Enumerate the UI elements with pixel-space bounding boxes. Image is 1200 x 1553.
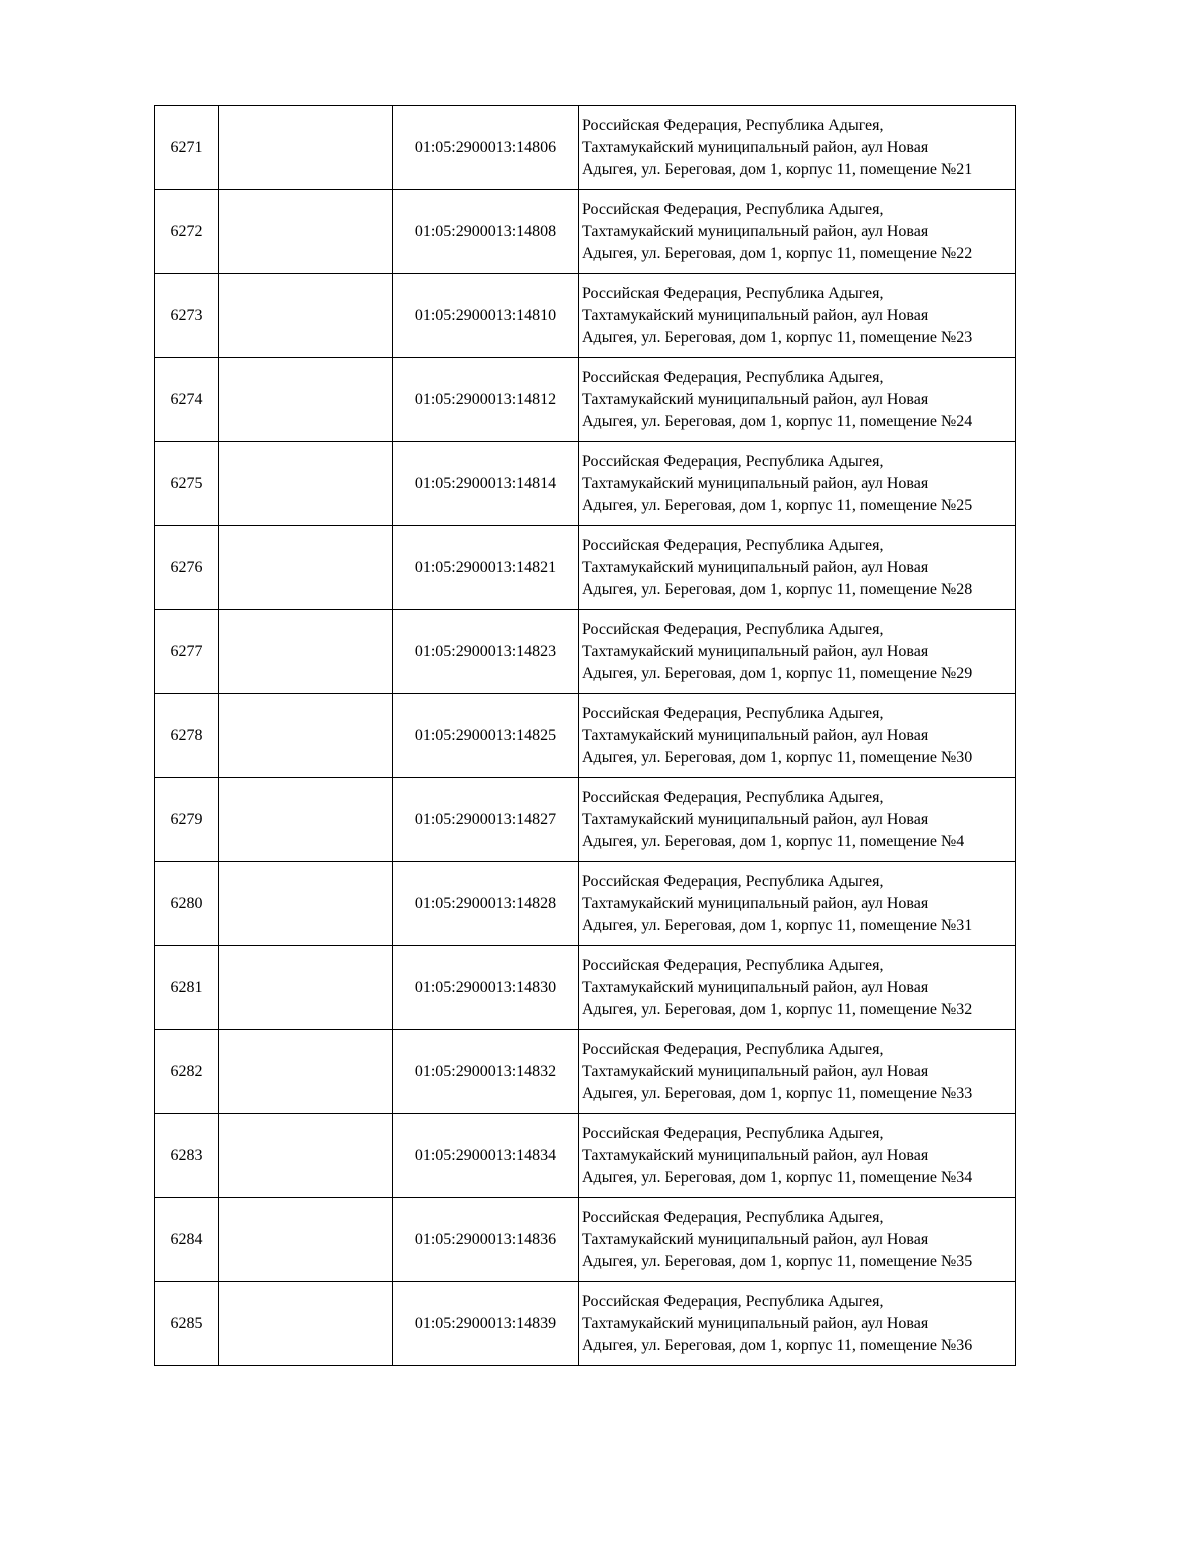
address-line: Российская Федерация, Республика Адыгея, [582,116,884,134]
empty-cell [219,778,393,862]
address-line: Адыгея, ул. Береговая, дом 1, корпус 11, помещение №35 [582,1252,973,1270]
address-line: Российская Федерация, Республика Адыгея, [582,200,884,218]
address-line: Тахтамукайский муниципальный район, аул Новая [582,390,929,408]
address-line: Адыгея, ул. Береговая, дом 1, корпус 11, помещение №24 [582,412,973,430]
row-number-cell: 6271 [155,106,219,190]
cadastral-number-cell: 01:05:2900013:14827 [393,778,579,862]
address-line: Тахтамукайский муниципальный район, аул Новая [582,810,929,828]
address-line: Адыгея, ул. Береговая, дом 1, корпус 11, помещение №23 [582,328,973,346]
cadastral-number-cell: 01:05:2900013:14812 [393,358,579,442]
row-number-cell: 6272 [155,190,219,274]
address-line: Тахтамукайский муниципальный район, аул Новая [582,1314,929,1332]
address-line: Тахтамукайский муниципальный район, аул Новая [582,642,929,660]
cadastral-number-cell: 01:05:2900013:14830 [393,946,579,1030]
address-line: Адыгея, ул. Береговая, дом 1, корпус 11, помещение №22 [582,244,973,262]
table-row [155,358,1016,442]
address-line: Тахтамукайский муниципальный район, аул Новая [582,1146,929,1164]
table-row [155,1114,1016,1198]
address-line: Тахтамукайский муниципальный район, аул Новая [582,726,929,744]
address-cell [579,190,1016,274]
address-cell [579,442,1016,526]
row-number-cell: 6277 [155,610,219,694]
cadastral-number-cell: 01:05:2900013:14806 [393,106,579,190]
empty-cell [219,694,393,778]
row-number-cell: 6280 [155,862,219,946]
address-line: Российская Федерация, Республика Адыгея, [582,956,884,974]
address-line: Российская Федерация, Республика Адыгея, [582,536,884,554]
registry-table-body [155,106,1016,1366]
empty-cell [219,946,393,1030]
empty-cell [219,1114,393,1198]
address-line: Тахтамукайский муниципальный район, аул Новая [582,1062,929,1080]
address-line: Адыгея, ул. Береговая, дом 1, корпус 11, помещение №4 [582,832,965,850]
address-cell [579,1282,1016,1366]
address-line: Российская Федерация, Республика Адыгея, [582,704,884,722]
row-number-cell: 6278 [155,694,219,778]
row-number-cell: 6276 [155,526,219,610]
address-line: Российская Федерация, Республика Адыгея, [582,1292,884,1310]
cadastral-number-cell: 01:05:2900013:14821 [393,526,579,610]
row-number-cell: 6282 [155,1030,219,1114]
address-line: Адыгея, ул. Береговая, дом 1, корпус 11, помещение №21 [582,160,973,178]
address-cell [579,610,1016,694]
address-line: Адыгея, ул. Береговая, дом 1, корпус 11, помещение №28 [582,580,973,598]
address-line: Адыгея, ул. Береговая, дом 1, корпус 11, помещение №33 [582,1084,973,1102]
address-line: Тахтамукайский муниципальный район, аул Новая [582,306,929,324]
address-line: Российская Федерация, Республика Адыгея, [582,620,884,638]
address-cell [579,694,1016,778]
address-cell [579,862,1016,946]
address-line: Российская Федерация, Республика Адыгея, [582,872,884,890]
address-line: Адыгея, ул. Береговая, дом 1, корпус 11, помещение №34 [582,1168,973,1186]
row-number-cell: 6284 [155,1198,219,1282]
table-row [155,190,1016,274]
address-line: Российская Федерация, Республика Адыгея, [582,1208,884,1226]
table-row [155,274,1016,358]
table-row [155,862,1016,946]
address-line: Российская Федерация, Республика Адыгея, [582,452,884,470]
empty-cell [219,274,393,358]
empty-cell [219,1282,393,1366]
cadastral-number-cell: 01:05:2900013:14836 [393,1198,579,1282]
address-cell [579,946,1016,1030]
address-line: Российская Федерация, Республика Адыгея, [582,1040,884,1058]
cadastral-number-cell: 01:05:2900013:14808 [393,190,579,274]
empty-cell [219,358,393,442]
registry-table [154,105,1016,1366]
address-line: Российская Федерация, Республика Адыгея, [582,368,884,386]
address-cell [579,1114,1016,1198]
address-line: Тахтамукайский муниципальный район, аул Новая [582,894,929,912]
address-cell [579,526,1016,610]
table-row [155,442,1016,526]
address-line: Тахтамукайский муниципальный район, аул Новая [582,474,929,492]
cadastral-number-cell: 01:05:2900013:14832 [393,1030,579,1114]
address-line: Российская Федерация, Республика Адыгея, [582,284,884,302]
table-row [155,1198,1016,1282]
address-line: Российская Федерация, Республика Адыгея, [582,1124,884,1142]
cadastral-number-cell: 01:05:2900013:14810 [393,274,579,358]
address-line: Тахтамукайский муниципальный район, аул Новая [582,558,929,576]
table-row [155,946,1016,1030]
row-number-cell: 6283 [155,1114,219,1198]
address-cell [579,1198,1016,1282]
table-row [155,778,1016,862]
empty-cell [219,610,393,694]
row-number-cell: 6274 [155,358,219,442]
cadastral-number-cell: 01:05:2900013:14828 [393,862,579,946]
address-line: Тахтамукайский муниципальный район, аул Новая [582,1230,929,1248]
row-number-cell: 6285 [155,1282,219,1366]
cadastral-number-cell: 01:05:2900013:14823 [393,610,579,694]
table-row [155,1282,1016,1366]
empty-cell [219,442,393,526]
table-row [155,526,1016,610]
table-row [155,106,1016,190]
cadastral-number-cell: 01:05:2900013:14814 [393,442,579,526]
address-cell [579,358,1016,442]
address-line: Тахтамукайский муниципальный район, аул Новая [582,222,929,240]
empty-cell [219,862,393,946]
address-cell [579,1030,1016,1114]
row-number-cell: 6275 [155,442,219,526]
row-number-cell: 6279 [155,778,219,862]
cadastral-number-cell: 01:05:2900013:14839 [393,1282,579,1366]
row-number-cell: 6273 [155,274,219,358]
address-line: Российская Федерация, Республика Адыгея, [582,788,884,806]
row-number-cell: 6281 [155,946,219,1030]
empty-cell [219,1030,393,1114]
empty-cell [219,106,393,190]
address-line: Адыгея, ул. Береговая, дом 1, корпус 11, помещение №30 [582,748,973,766]
table-row [155,610,1016,694]
address-line: Тахтамукайский муниципальный район, аул Новая [582,138,929,156]
empty-cell [219,190,393,274]
address-line: Адыгея, ул. Береговая, дом 1, корпус 11, помещение №31 [582,916,973,934]
address-cell [579,106,1016,190]
empty-cell [219,1198,393,1282]
cadastral-number-cell: 01:05:2900013:14825 [393,694,579,778]
cadastral-number-cell: 01:05:2900013:14834 [393,1114,579,1198]
address-line: Адыгея, ул. Береговая, дом 1, корпус 11, помещение №36 [582,1336,973,1354]
table-row [155,1030,1016,1114]
address-line: Адыгея, ул. Береговая, дом 1, корпус 11, помещение №25 [582,496,973,514]
address-line: Адыгея, ул. Береговая, дом 1, корпус 11, помещение №32 [582,1000,973,1018]
address-line: Тахтамукайский муниципальный район, аул Новая [582,978,929,996]
address-cell [579,274,1016,358]
empty-cell [219,526,393,610]
address-line: Адыгея, ул. Береговая, дом 1, корпус 11, помещение №29 [582,664,973,682]
table-row [155,694,1016,778]
address-cell [579,778,1016,862]
